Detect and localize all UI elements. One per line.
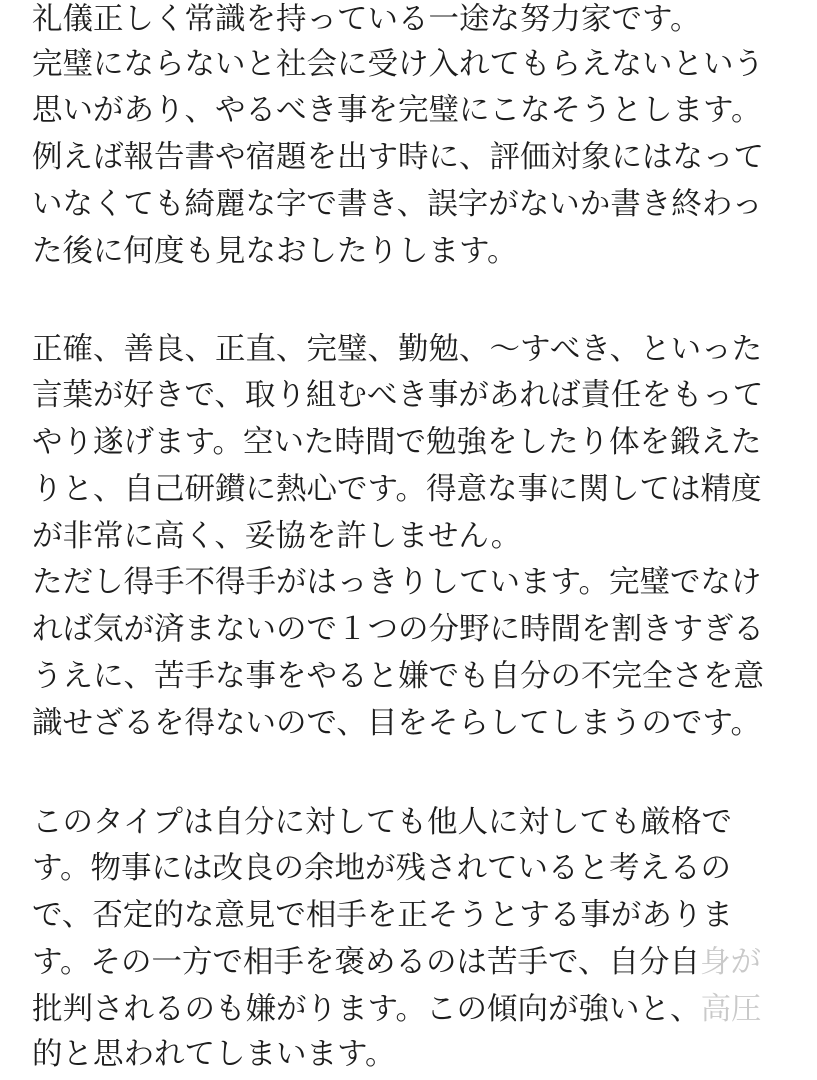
text-line: で、否定的な意見で相手を正そうとする事がありま bbox=[32, 898, 733, 933]
text-line: 完璧にならないと社会に受け入れてもらえないという bbox=[32, 47, 764, 82]
text-line: 的と思われてしまいます。 bbox=[32, 1037, 396, 1072]
text-line: す。物事には改良の余地が残されていると考えるの bbox=[32, 851, 732, 886]
text-line-main: す。その一方で相手を褒めるのは苦手で、自分自 bbox=[32, 945, 700, 980]
text-line: 思いがあり、やるべき事を完璧にこなそうとします。 bbox=[32, 93, 762, 128]
text-line bbox=[32, 939, 761, 987]
text-line-main: 批判されるのも嫌がります。この傾向が強いと、 bbox=[32, 992, 701, 1027]
text-line: 例えば報告書や宿題を出す時に、評価対象にはなって bbox=[32, 140, 764, 175]
faded-text: 高圧 bbox=[700, 992, 762, 1027]
text-line: うえに、苦手な事をやると嫌でも自分の不完全さを意 bbox=[32, 659, 764, 694]
text-line: ただし得手不得手がはっきりしています。完璧でなけ bbox=[32, 565, 762, 600]
text-line: 正確、善良、正直、完璧、勤勉、〜すべき、といった bbox=[32, 332, 763, 367]
text-line: た後に何度も見なおしたりします。 bbox=[32, 234, 518, 269]
text-line: れば気が済まないので１つの分野に時間を割きすぎる bbox=[32, 612, 764, 647]
text-line: 識せざるを得ないので、目をそらしてしまうのです。 bbox=[32, 706, 761, 741]
text-line bbox=[32, 986, 762, 1034]
text-line: 言葉が好きで、取り組むべき事があれば責任をもって bbox=[32, 378, 764, 413]
text-line: このタイプは自分に対しても他人に対しても厳格で bbox=[32, 805, 732, 840]
faded-text: 身が bbox=[699, 945, 761, 980]
text-line: やり遂げます。空いた時間で勉強をしたり体を鍛えた bbox=[32, 425, 762, 460]
text-line: いなくても綺麗な字で書き、誤字がないか書き終わっ bbox=[32, 187, 763, 222]
text-line: が非常に高く、妥協を許しません。 bbox=[32, 519, 522, 554]
text-line: 礼儀正しく常識を持っている一途な努力家です。 bbox=[32, 2, 701, 37]
text-line: りと、自己研鑚に熱心です。得意な事に関しては精度 bbox=[32, 472, 762, 507]
